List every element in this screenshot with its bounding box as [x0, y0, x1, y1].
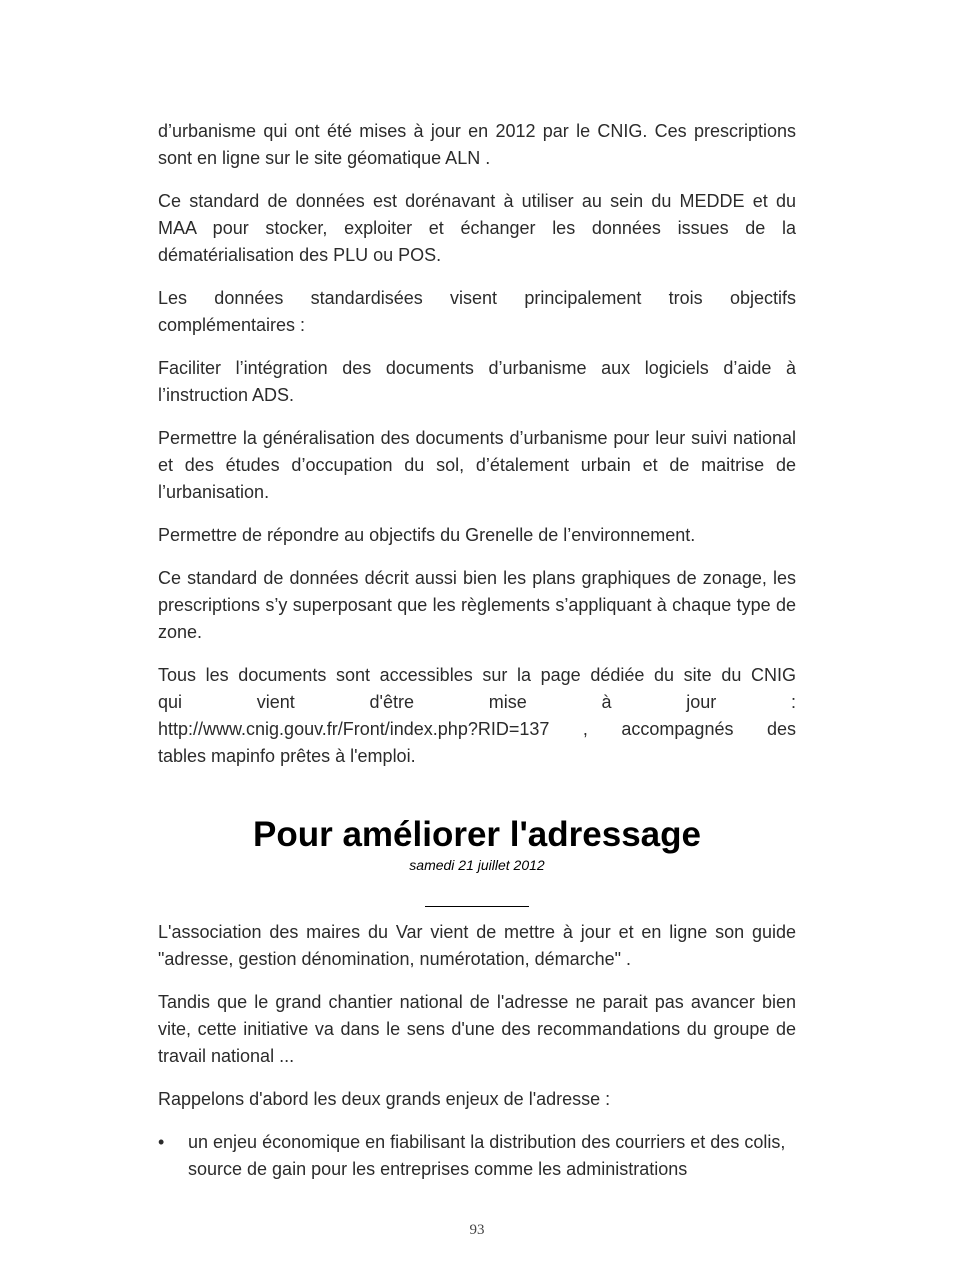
paragraph: L'association des maires du Var vient de mettre à jour et en ligne son guide "adresse, gestion dénomination, numérotation, démarche" . — [158, 922, 796, 969]
paragraph: Tandis que le grand chantier national de l'adresse ne parait pas avancer bien vite, cette initiative va dans le sens d'une des recommandations du groupe de travail national ... — [158, 992, 796, 1066]
paragraph: Faciliter l’intégration des documents d’urbanisme aux logiciels d’aide à l’instruction ADS. — [158, 358, 796, 405]
article-header — [158, 814, 796, 907]
paragraph: Permettre la généralisation des documents d’urbanisme pour leur suivi national et des études d’occupation du sol, d’étalement urbain et de maitrise de l’urbanisation. — [158, 428, 796, 502]
paragraph: Permettre de répondre au objectifs du Grenelle de l’environnement. — [158, 525, 696, 545]
bullet-icon: • — [158, 1132, 165, 1152]
cnig-line: Tous les documents sont accessibles sur la page dédiée du site du CNIG — [158, 665, 796, 685]
title-separator — [425, 906, 529, 907]
document-body — [158, 118, 796, 1183]
paragraph: Ce standard de données décrit aussi bien les plans graphiques de zonage, les prescriptions s’y superposant que les règlements s’appliquant à chaque type de zone. — [158, 568, 796, 642]
article-date: samedi 21 juillet 2012 — [409, 857, 545, 873]
paragraph: Rappelons d'abord les deux grands enjeux de l'adresse : — [158, 1089, 611, 1109]
paragraph: d’urbanisme qui ont été mises à jour en 2012 par le CNIG. Ces prescriptions sont en ligne sur le site géomatique ALN . — [158, 121, 796, 168]
cnig-paragraph — [158, 662, 796, 770]
page-number: 93 — [469, 1222, 485, 1238]
list-item-text: un enjeu économique en fiabilisant la distribution des courriers et des colis, source de gain pour les entreprises comme les administrations — [188, 1132, 786, 1179]
cnig-line: tables mapinfo prêtes à l'emploi. — [158, 746, 416, 766]
list-item — [158, 1129, 796, 1183]
cnig-url-line: http://www.cnig.gouv.fr/Front/index.php?RID=137 , accompagnés des — [158, 719, 796, 739]
cnig-line: qui vient d'être mise à jour : — [158, 692, 796, 712]
paragraph: Ce standard de données est dorénavant à utiliser au sein du MEDDE et du MAA pour stocker, exploiter et échanger les données issues de la dématérialisation des PLU ou POS. — [158, 191, 796, 265]
bullet-list — [158, 1129, 796, 1183]
paragraph: Les données standardisées visent principalement trois objectifs complémentaires : — [158, 288, 796, 335]
article-title: Pour améliorer l'adressage — [253, 815, 701, 854]
